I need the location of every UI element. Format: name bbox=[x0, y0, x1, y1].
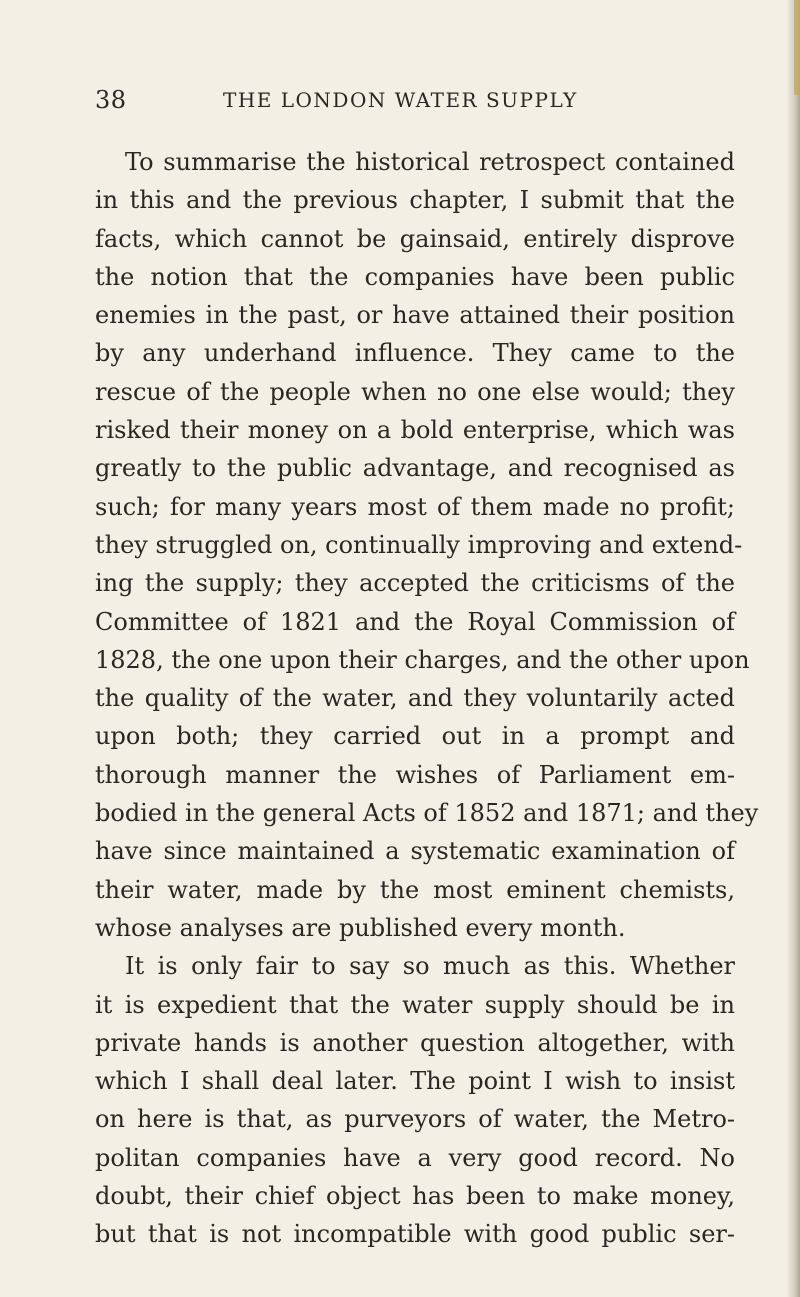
text-line: on here is that, as purveyors of water, the Metro- bbox=[95, 1105, 735, 1134]
page-header bbox=[95, 86, 735, 122]
text-line: enemies in the past, or have attained their position bbox=[95, 301, 735, 330]
text-line: risked their money on a bold enterprise, which was bbox=[95, 416, 735, 445]
text-line: by any underhand influence. They came to the bbox=[95, 339, 735, 368]
text-line: thorough manner the wishes of Parliament em- bbox=[95, 760, 735, 789]
text-line: bodied in the general Acts of 1852 and 1871; and they bbox=[95, 799, 759, 828]
text-line: greatly to the public advantage, and recognised as bbox=[95, 454, 735, 483]
running-title: THE LONDON WATER SUPPLY bbox=[223, 88, 578, 112]
text-line: ing the supply; they accepted the criticisms of the bbox=[95, 569, 735, 598]
text-line: which I shall deal later. The point I wish to insist bbox=[95, 1067, 735, 1096]
text-line: such; for many years most of them made no profit; bbox=[95, 492, 735, 521]
text-line: Committee of 1821 and the Royal Commission of bbox=[95, 607, 735, 636]
text-line: it is expedient that the water supply should be in bbox=[95, 990, 735, 1019]
body-text bbox=[95, 143, 759, 1254]
text-line: rescue of the people when no one else would; they bbox=[95, 377, 735, 406]
page-edge-mark bbox=[794, 0, 800, 95]
text-line: doubt, their chief object has been to make money, bbox=[95, 1182, 735, 1211]
text-line: in this and the previous chapter, I submit that the bbox=[95, 186, 735, 215]
text-line: their water, made by the most eminent chemists, bbox=[95, 875, 735, 904]
page-edge-shadow bbox=[786, 0, 800, 1297]
page-number: 38 bbox=[95, 86, 127, 114]
text-line: facts, which cannot be gainsaid, entirely disprove bbox=[95, 224, 735, 253]
text-line: 1828, the one upon their charges, and the other upon bbox=[95, 645, 750, 674]
text-line: To summarise the historical retrospect contained bbox=[125, 148, 735, 176]
text-line: politan companies have a very good record. No bbox=[95, 1143, 735, 1172]
text-line: whose analyses are published every month. bbox=[95, 913, 626, 942]
text-line: they struggled on, continually improving and extend- bbox=[95, 530, 743, 559]
text-line: the quality of the water, and they voluntarily acted bbox=[95, 684, 735, 713]
text-line: private hands is another question altogether, with bbox=[95, 1028, 735, 1057]
text-line: upon both; they carried out in a prompt and bbox=[95, 722, 735, 751]
text-line: It is only fair to say so much as this. Whether bbox=[125, 952, 735, 981]
text-line: but that is not incompatible with good public ser- bbox=[95, 1220, 735, 1249]
text-line: the notion that the companies have been public bbox=[95, 262, 735, 291]
text-line: have since maintained a systematic examination of bbox=[95, 837, 735, 866]
